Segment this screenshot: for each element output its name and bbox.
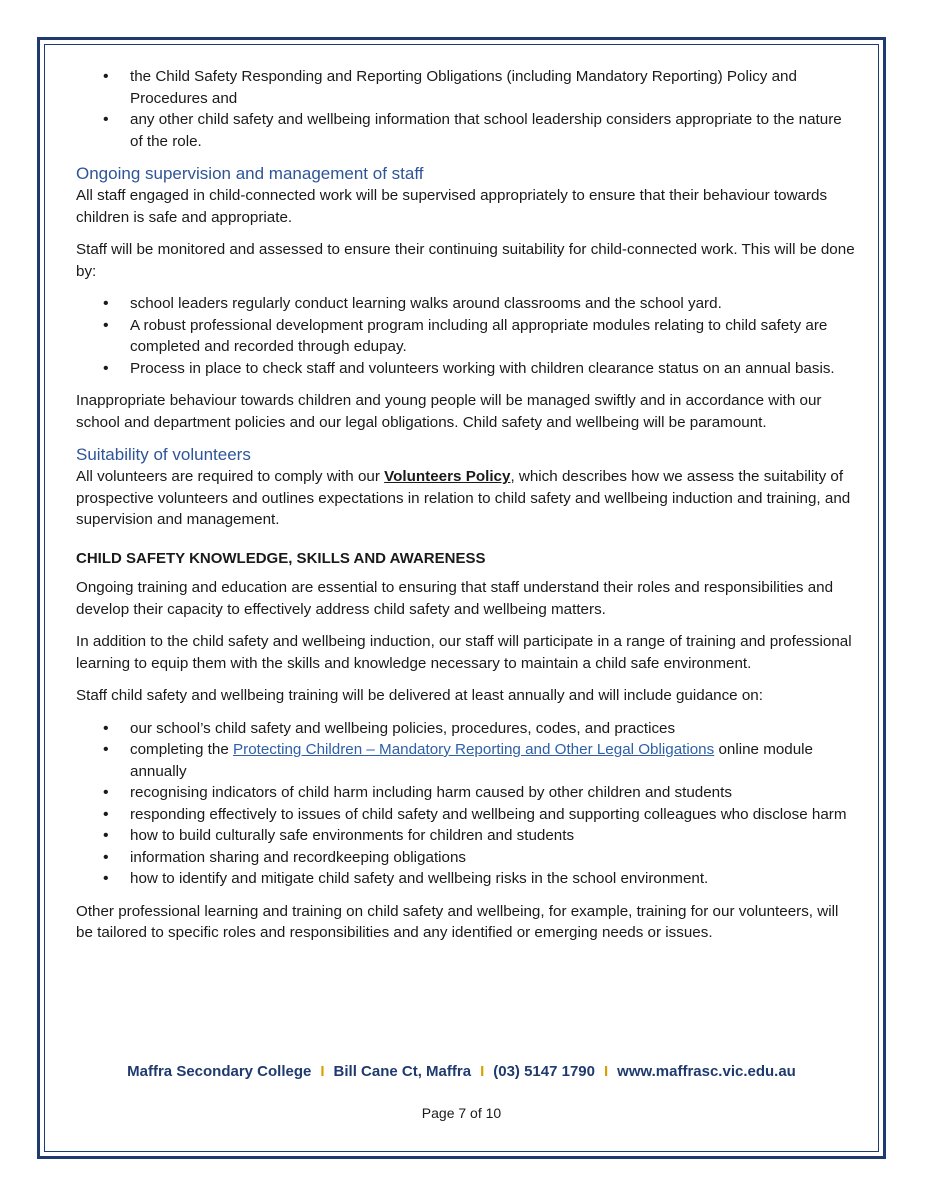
paragraph: Other professional learning and training on child safety and wellbeing, for example, training for our volunteers, will be tailored to specific roles and responsibilities and any identified or emerging needs or issues.	[76, 902, 839, 941]
list-item: • any other child safety and wellbeing information that school leadership considers appropriate to the nature of the role.	[76, 109, 856, 152]
paragraph: In addition to the child safety and wellbeing induction, our staff will participate in a range of training and professional learning to equip them with the skills and knowledge necessary to maintain a child safe environment.	[76, 633, 852, 672]
supervision-bullet-list	[76, 293, 856, 379]
document-body	[76, 66, 856, 944]
paragraph: Staff will be monitored and assessed to ensure their continuing suitability for child-connected work. This will be done by:	[76, 241, 855, 280]
list-item: • recognising indicators of child harm including harm caused by other children and students	[76, 782, 856, 804]
list-item: • Process in place to check staff and volunteers working with children clearance status on an annual basis.	[76, 358, 856, 380]
list-item: • A robust professional development program including all appropriate modules relating to child safety are completed and recorded through edupay.	[76, 315, 856, 358]
paragraph: Ongoing training and education are essential to ensuring that staff understand their roles and responsibilities and develop their capacity to effectively address child safety and wellbeing matters.	[76, 579, 834, 618]
footer-address: Bill Cane Ct, Maffra	[333, 1063, 472, 1080]
text: , which describes how we assess the suitability of prospective volunteers and outlines expectations in relation to child safety and wellbeing induction and training, and supervision and management.	[76, 468, 851, 528]
section-heading-volunteers: Suitability of volunteers	[76, 445, 251, 464]
text: completing the	[130, 741, 233, 758]
list-item: • how to identify and mitigate child safety and wellbeing risks in the school environment.	[76, 868, 856, 890]
list-item	[76, 739, 856, 782]
list-item: • our school’s child safety and wellbeing policies, procedures, codes, and practices	[76, 718, 856, 740]
paragraph-volunteers	[76, 466, 856, 531]
volunteers-policy-link[interactable]: Volunteers Policy	[384, 468, 511, 485]
paragraph: Staff child safety and wellbeing training will be delivered at least annually and will include guidance on:	[76, 687, 763, 704]
list-item: • information sharing and recordkeeping obligations	[76, 847, 856, 869]
footer-separator: I	[320, 1063, 325, 1080]
section-heading-supervision: Ongoing supervision and management of staff	[76, 164, 424, 183]
intro-bullet-list	[76, 66, 856, 152]
list-item: • how to build culturally safe environments for children and students	[76, 825, 856, 847]
footer-phone: (03) 5147 1790	[493, 1063, 595, 1080]
list-item: • school leaders regularly conduct learning walks around classrooms and the school yard.	[76, 293, 856, 315]
training-bullet-list	[76, 718, 856, 890]
footer-website: www.maffrasc.vic.edu.au	[617, 1063, 796, 1080]
protecting-children-link[interactable]: Protecting Children – Mandatory Reporting and Other Legal Obligations	[233, 741, 715, 758]
footer-separator: I	[480, 1063, 485, 1080]
page-footer	[44, 1063, 879, 1080]
footer-school-name: Maffra Secondary College	[127, 1063, 312, 1080]
section-heading-knowledge: CHILD SAFETY KNOWLEDGE, SKILLS AND AWARENESS	[76, 549, 486, 567]
paragraph: All staff engaged in child-connected work will be supervised appropriately to ensure that their behaviour towards children is safe and appropriate.	[76, 187, 828, 226]
text: online module annually	[130, 741, 814, 780]
list-item: • the Child Safety Responding and Reporting Obligations (including Mandatory Reporting) Policy and Procedures and	[76, 66, 856, 109]
text: All volunteers are required to comply with our	[76, 468, 385, 485]
footer-separator: I	[603, 1063, 609, 1080]
page-number: Page 7 of 10	[421, 1105, 502, 1121]
paragraph: Inappropriate behaviour towards children and young people will be managed swiftly and in accordance with our school and department policies and our legal obligations. Child safety and wellbeing will be paramount.	[76, 392, 822, 431]
list-item: • responding effectively to issues of child safety and wellbeing and supporting colleagues who disclose harm	[76, 804, 856, 826]
